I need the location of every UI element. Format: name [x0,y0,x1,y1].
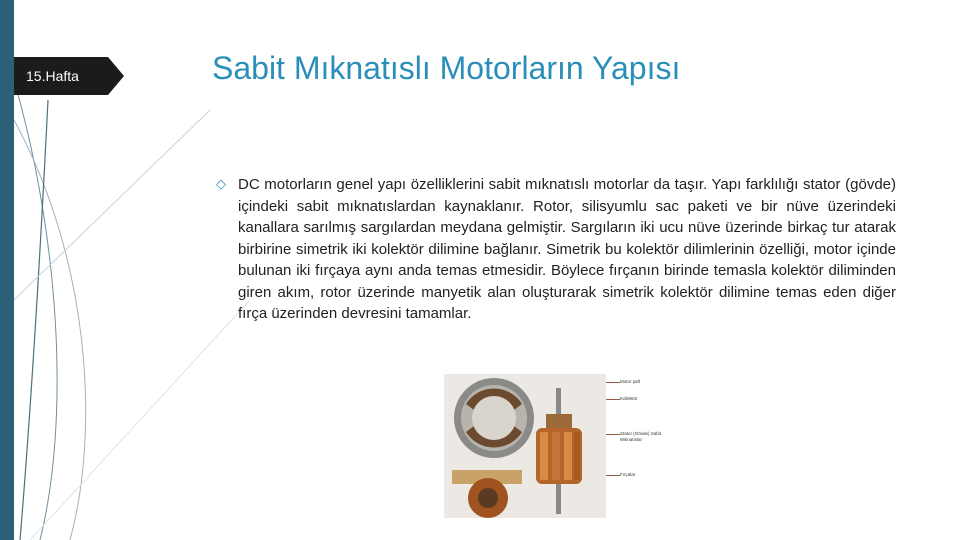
week-tag [14,57,108,95]
leader-line [606,475,620,476]
leader-line [606,399,620,400]
bullet-text: DC motorların genel yapı özelliklerini sabit mıknatıslı motorlar da taşır. Yapı farklılığı stator (gövde) içindeki sabit mıknatıslardan kaynaklanır. Rotor, silisyumlu sac paketi ve bir nüve üzerindeki kanallara sarılmış sargılardan meydana gelmiştir. Sargıların iki ucu nüve üzerinde birkaç tur atarak birbirine simetrik iki kolektör dilimine bağlanır. Simetrik bu kolektör dilimlerinin özelliği, motor içinde bulunan iki fırçaya aynı anda temas etmesidir. Böylece fırçanın birinde temasla kolektör diliminden giren akım, rotor üzerinde manyetik alan oluşturarak simetrik kolektör dilimine temas eden diğer fırça üzerinden devresini tamamlar. [238,176,896,322]
label-brushes: Fırçalar [620,472,636,477]
motor-photo [444,374,606,518]
label-motor-shaft: Motor şaft [620,379,641,384]
leader-line [606,434,620,435]
motor-illustration [444,374,606,518]
week-tag-label: 15.Hafta [26,68,79,84]
content-area [216,174,896,325]
label-stator: Stator (Gövde) Sabit Mıknatıslar [620,431,662,442]
slide-title: Sabit Mıknatıslı Motorların Yapısı [212,50,681,86]
bullet-item [216,174,896,325]
figure-labels [606,374,686,518]
leader-line [606,382,620,383]
label-collector: Kollektör [620,396,638,401]
diamond-outline-icon: ◇ [216,176,226,191]
